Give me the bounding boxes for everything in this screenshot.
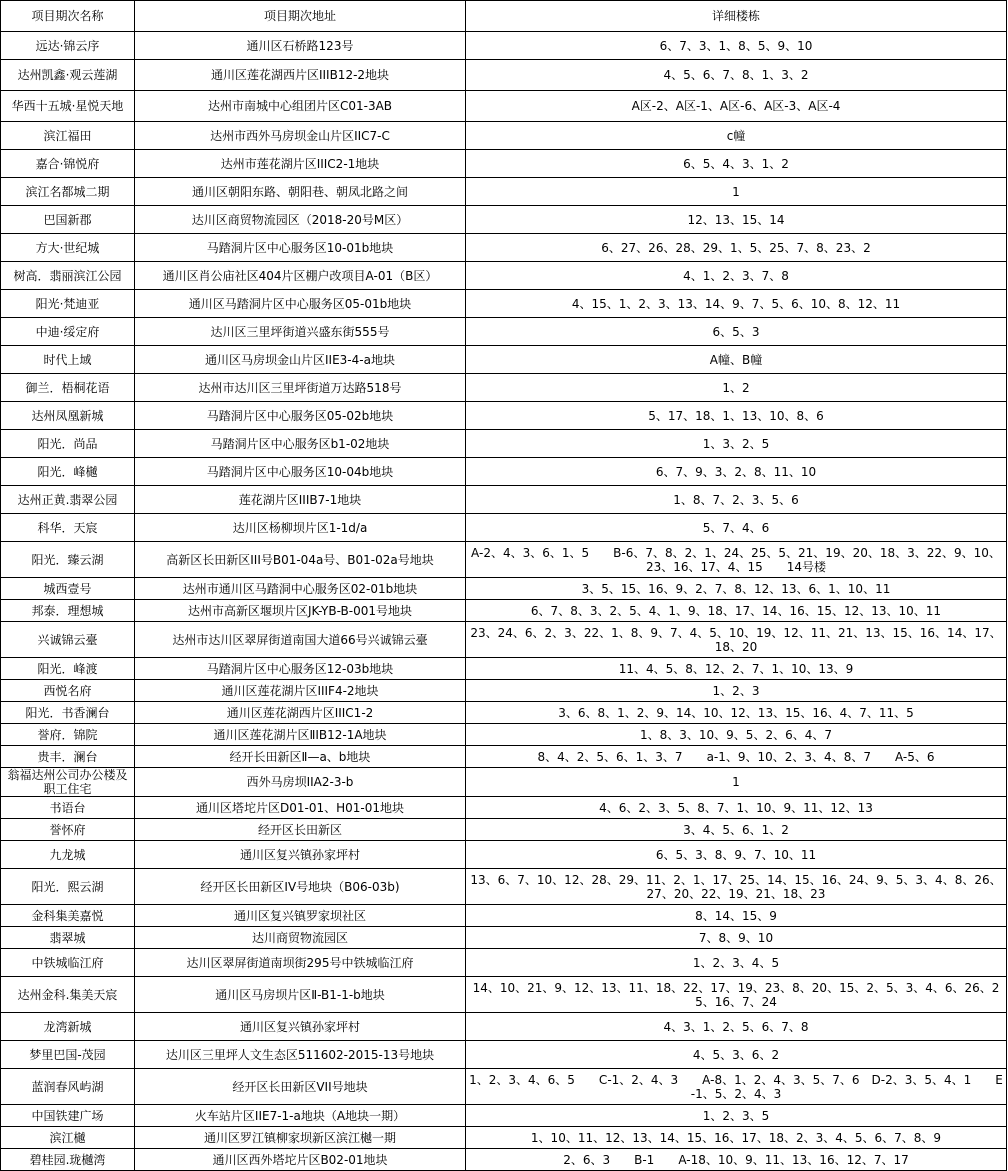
project-address-cell: 通川区复兴镇罗家坝社区 — [135, 905, 466, 927]
table-row — [1, 724, 1007, 746]
project-name-cell: 城西壹号 — [1, 578, 135, 600]
project-address-cell: 马踏洞片区中心服务区10-04b地块 — [135, 458, 466, 486]
project-name-cell: 金科集美嘉悦 — [1, 905, 135, 927]
table-row — [1, 746, 1007, 768]
project-address-cell: 经开区长田新区 — [135, 819, 466, 841]
project-address-cell: 达州市高新区堰坝片区JK-YB-B-001号地块 — [135, 600, 466, 622]
project-name-cell: 西悦名府 — [1, 680, 135, 702]
building-details-cell: c幢 — [466, 122, 1007, 150]
building-details-cell: 6、5、3 — [466, 318, 1007, 346]
project-name-cell: 方大·世纪城 — [1, 234, 135, 262]
building-details-cell: 4、3、1、2、5、6、7、8 — [466, 1013, 1007, 1041]
building-details-cell: 1 — [466, 178, 1007, 206]
project-name-cell: 达州金科.集美天宸 — [1, 977, 135, 1013]
project-address-cell: 通川区肖公庙社区404片区棚户改项目A-01（B区） — [135, 262, 466, 290]
table-row — [1, 122, 1007, 150]
building-details-cell: A区-2、A区-1、A区-6、A区-3、A区-4 — [466, 91, 1007, 122]
table-row — [1, 869, 1007, 905]
table-row — [1, 1013, 1007, 1041]
table-row — [1, 514, 1007, 542]
building-details-cell: 1、10、11、12、13、14、15、16、17、18、2、3、4、5、6、7、8、9 — [466, 1127, 1007, 1149]
project-address-cell: 通川区莲花湖西片区IIIC1-2 — [135, 702, 466, 724]
building-details-cell: 4、5、3、6、2 — [466, 1041, 1007, 1069]
project-address-cell: 通川区复兴镇孙家坪村 — [135, 1013, 466, 1041]
building-details-cell: 2、6、3 B-1 A-18、10、9、11、13、16、12、7、17 — [466, 1149, 1007, 1171]
project-address-cell: 通川区马房坝片区Ⅱ-B1-1-b地块 — [135, 977, 466, 1013]
building-details-cell: 3、4、5、6、1、2 — [466, 819, 1007, 841]
building-details-cell: 12、13、15、14 — [466, 206, 1007, 234]
building-details-cell: 1、3、2、5 — [466, 430, 1007, 458]
project-address-cell: 通川区石桥路123号 — [135, 32, 466, 60]
project-address-cell: 经开区长田新区VII号地块 — [135, 1069, 466, 1105]
project-address-cell: 莲花湖片区IIIB7-1地块 — [135, 486, 466, 514]
project-address-cell: 通川区西外塔坨片区B02-01地块 — [135, 1149, 466, 1171]
table-row — [1, 402, 1007, 430]
project-name-cell: 达州凯鑫·观云莲湖 — [1, 60, 135, 91]
table-row — [1, 622, 1007, 658]
project-name-cell: 中国铁建广场 — [1, 1105, 135, 1127]
building-details-cell: 1 — [466, 768, 1007, 797]
table-row — [1, 206, 1007, 234]
project-address-cell: 马踏洞片区中心服务区12-03b地块 — [135, 658, 466, 680]
project-address-cell: 达州市达川区三里坪街道万达路518号 — [135, 374, 466, 402]
table-row — [1, 927, 1007, 949]
project-name-cell: 达州正黄.翡翠公园 — [1, 486, 135, 514]
project-address-cell: 经开长田新区Ⅱ—a、b地块 — [135, 746, 466, 768]
building-details-cell: 1、8、3、10、9、5、2、6、4、7 — [466, 724, 1007, 746]
project-address-cell: 通川区罗江镇柳家坝新区滨江樾一期 — [135, 1127, 466, 1149]
building-details-cell: A-2、4、3、6、1、5 B-6、7、8、2、1、24、25、5、21、19、20、18、3、22、9、10、23、16、17、4、15 14号楼 — [466, 542, 1007, 578]
project-address-cell: 通川区马房坝金山片区IIE3-4-a地块 — [135, 346, 466, 374]
building-details-cell: 4、6、2、3、5、8、7、1、10、9、11、12、13 — [466, 797, 1007, 819]
table-row — [1, 346, 1007, 374]
project-name-cell: 阳光．熙云湖 — [1, 869, 135, 905]
project-address-cell: 通川区莲花湖片区IIIF4-2地块 — [135, 680, 466, 702]
project-name-cell: 滨江福田 — [1, 122, 135, 150]
table-row — [1, 1069, 1007, 1105]
building-details-cell: 4、5、6、7、8、1、3、2 — [466, 60, 1007, 91]
project-name-cell: 翁福达州公司办公楼及职工住宅 — [1, 768, 135, 797]
table-row — [1, 1041, 1007, 1069]
table-row — [1, 32, 1007, 60]
table-row — [1, 486, 1007, 514]
project-address-cell: 达州市达川区翠屏街道南国大道66号兴诚锦云臺 — [135, 622, 466, 658]
building-details-cell: 6、7、3、1、8、5、9、10 — [466, 32, 1007, 60]
table-row — [1, 458, 1007, 486]
table-row — [1, 234, 1007, 262]
project-name-cell: 九龙城 — [1, 841, 135, 869]
project-name-cell: 阳光．峰渡 — [1, 658, 135, 680]
building-details-cell: 1、2、3 — [466, 680, 1007, 702]
building-details-cell: 1、2 — [466, 374, 1007, 402]
project-address-cell: 达川区翠屏街道南坝街295号中铁城临江府 — [135, 949, 466, 977]
building-details-cell: A幢、B幢 — [466, 346, 1007, 374]
project-address-cell: 火车站片区IIE7-1-a地块（A地块一期） — [135, 1105, 466, 1127]
project-name-cell: 书语台 — [1, 797, 135, 819]
project-address-cell: 达州市通川区马踏洞中心服务区02-01b地块 — [135, 578, 466, 600]
building-details-cell: 5、17、18、1、13、10、8、6 — [466, 402, 1007, 430]
table-row — [1, 178, 1007, 206]
project-name-cell: 阳光．尚品 — [1, 430, 135, 458]
project-address-cell: 达州市南城中心组团片区C01-3AB — [135, 91, 466, 122]
building-details-cell: 1、2、3、4、5 — [466, 949, 1007, 977]
project-name-cell: 誉府．锦院 — [1, 724, 135, 746]
building-details-cell: 23、24、6、2、3、22、1、8、9、7、4、5、10、19、12、11、21、13、15、16、14、17、18、20 — [466, 622, 1007, 658]
building-details-cell: 11、4、5、8、12、2、7、1、10、13、9 — [466, 658, 1007, 680]
table-row — [1, 949, 1007, 977]
project-name-cell: 御兰．梧桐花语 — [1, 374, 135, 402]
building-details-cell: 4、15、1、2、3、13、14、9、7、5、6、10、8、12、11 — [466, 290, 1007, 318]
project-name-cell: 梦里巴国-茂园 — [1, 1041, 135, 1069]
project-address-cell: 经开区长田新区IV号地块（B06-03b) — [135, 869, 466, 905]
project-name-cell: 翡翠城 — [1, 927, 135, 949]
project-address-cell: 通川区马踏洞片区中心服务区05-01b地块 — [135, 290, 466, 318]
project-name-cell: 远达·锦云序 — [1, 32, 135, 60]
project-name-cell: 嘉合·锦悦府 — [1, 150, 135, 178]
project-name-cell: 邦泰．理想城 — [1, 600, 135, 622]
table-row — [1, 1127, 1007, 1149]
project-address-cell: 马踏洞片区中心服务区b1-02地块 — [135, 430, 466, 458]
header-project-address: 项目期次地址 — [135, 1, 466, 32]
table-row — [1, 1105, 1007, 1127]
project-address-cell: 西外马房坝IIA2-3-b — [135, 768, 466, 797]
project-address-cell: 达川区三里坪人文生态区511602-2015-13号地块 — [135, 1041, 466, 1069]
project-address-cell: 达川区三里坪街道兴盛东街555号 — [135, 318, 466, 346]
table-body — [1, 32, 1007, 1171]
building-details-cell: 8、4、2、5、6、1、3、7 a-1、9、10、2、3、4、8、7 A-5、6 — [466, 746, 1007, 768]
project-name-cell: 兴诚锦云臺 — [1, 622, 135, 658]
building-details-cell: 6、7、8、3、2、5、4、1、9、18、17、14、16、15、12、13、10、11 — [466, 600, 1007, 622]
header-row — [1, 1, 1007, 32]
project-name-cell: 华西十五城·星悦天地 — [1, 91, 135, 122]
table-row — [1, 290, 1007, 318]
table-row — [1, 430, 1007, 458]
building-details-cell: 6、5、3、8、9、7、10、11 — [466, 841, 1007, 869]
table-row — [1, 150, 1007, 178]
table-row — [1, 374, 1007, 402]
table-row — [1, 542, 1007, 578]
table-row — [1, 91, 1007, 122]
project-name-cell: 蓝润春风屿湖 — [1, 1069, 135, 1105]
project-name-cell: 科华．天宸 — [1, 514, 135, 542]
project-name-cell: 中铁城临江府 — [1, 949, 135, 977]
table-row — [1, 819, 1007, 841]
project-address-cell: 通川区莲花湖片区ⅡIB12-1A地块 — [135, 724, 466, 746]
project-address-cell: 通川区莲花湖西片区IIIB12-2地块 — [135, 60, 466, 91]
building-details-cell: 6、27、26、28、29、1、5、25、7、8、23、2 — [466, 234, 1007, 262]
project-name-cell: 阳光·梵迪亚 — [1, 290, 135, 318]
project-name-cell: 巴国新郡 — [1, 206, 135, 234]
project-name-cell: 阳光．臻云湖 — [1, 542, 135, 578]
project-address-cell: 通川区复兴镇孙家坪村 — [135, 841, 466, 869]
building-details-cell: 4、1、2、3、7、8 — [466, 262, 1007, 290]
building-details-cell: 13、6、7、10、12、28、29、11、2、1、17、25、14、15、16、24、9、5、3、4、8、26、27、20、22、19、21、18、23 — [466, 869, 1007, 905]
table-row — [1, 680, 1007, 702]
table-row — [1, 658, 1007, 680]
table-row — [1, 1149, 1007, 1171]
table-row — [1, 578, 1007, 600]
project-address-cell: 达州市西外马房坝金山片区IIC7-C — [135, 122, 466, 150]
building-details-cell: 8、14、15、9 — [466, 905, 1007, 927]
project-address-cell: 通川区朝阳东路、朝阳巷、朝凤北路之间 — [135, 178, 466, 206]
project-name-cell: 碧桂园.珑樾湾 — [1, 1149, 135, 1171]
project-name-cell: 时代上域 — [1, 346, 135, 374]
building-details-cell: 1、2、3、4、6、5 C-1、2、4、3 A-8、1、2、4、3、5、7、6 D-2、3、5、4、1 E-1、5、2、4、3 — [466, 1069, 1007, 1105]
building-details-cell: 5、7、4、6 — [466, 514, 1007, 542]
table-row — [1, 262, 1007, 290]
table-row — [1, 318, 1007, 346]
project-name-cell: 龙湾新城 — [1, 1013, 135, 1041]
project-name-cell: 贵丰．澜台 — [1, 746, 135, 768]
table-row — [1, 768, 1007, 797]
building-details-cell: 1、8、7、2、3、5、6 — [466, 486, 1007, 514]
building-details-cell: 1、2、3、5 — [466, 1105, 1007, 1127]
building-details-cell: 6、7、9、3、2、8、11、10 — [466, 458, 1007, 486]
project-name-cell: 滨江樾 — [1, 1127, 135, 1149]
project-name-cell: 树高．翡丽滨江公园 — [1, 262, 135, 290]
project-address-cell: 马踏洞片区中心服务区05-02b地块 — [135, 402, 466, 430]
project-name-cell: 滨江名都城二期 — [1, 178, 135, 206]
table-row — [1, 841, 1007, 869]
project-name-cell: 誉怀府 — [1, 819, 135, 841]
project-address-cell: 达川区杨柳坝片区1-1d/a — [135, 514, 466, 542]
project-name-cell: 阳光．书香澜台 — [1, 702, 135, 724]
project-address-cell: 达州市莲花湖片区IIIC2-1地块 — [135, 150, 466, 178]
project-address-cell: 达川区商贸物流园区（2018-20号M区） — [135, 206, 466, 234]
project-name-cell: 中迪·绥定府 — [1, 318, 135, 346]
project-address-cell: 马踏洞片区中心服务区10-01b地块 — [135, 234, 466, 262]
building-details-cell: 3、5、15、16、9、2、7、8、12、13、6、1、10、11 — [466, 578, 1007, 600]
table-row — [1, 60, 1007, 91]
table-row — [1, 977, 1007, 1013]
project-address-cell: 达川商贸物流园区 — [135, 927, 466, 949]
project-name-cell: 阳光．峰樾 — [1, 458, 135, 486]
header-project-name: 项目期次名称 — [1, 1, 135, 32]
building-details-cell: 7、8、9、10 — [466, 927, 1007, 949]
project-address-cell: 通川区塔坨片区D01-01、H01-01地块 — [135, 797, 466, 819]
table-row — [1, 905, 1007, 927]
project-address-cell: 高新区长田新区III号B01-04a号、B01-02a号地块 — [135, 542, 466, 578]
project-name-cell: 达州凤凰新城 — [1, 402, 135, 430]
building-details-cell: 3、6、8、1、2、9、14、10、12、13、15、16、4、7、11、5 — [466, 702, 1007, 724]
table-row — [1, 797, 1007, 819]
table-row — [1, 600, 1007, 622]
building-details-cell: 14、10、21、9、12、13、11、18、22、17、19、23、8、20、15、2、5、3、4、6、26、25、16、7、24 — [466, 977, 1007, 1013]
header-building-details: 详细楼栋 — [466, 1, 1007, 32]
building-details-cell: 6、5、4、3、1、2 — [466, 150, 1007, 178]
table-row — [1, 702, 1007, 724]
